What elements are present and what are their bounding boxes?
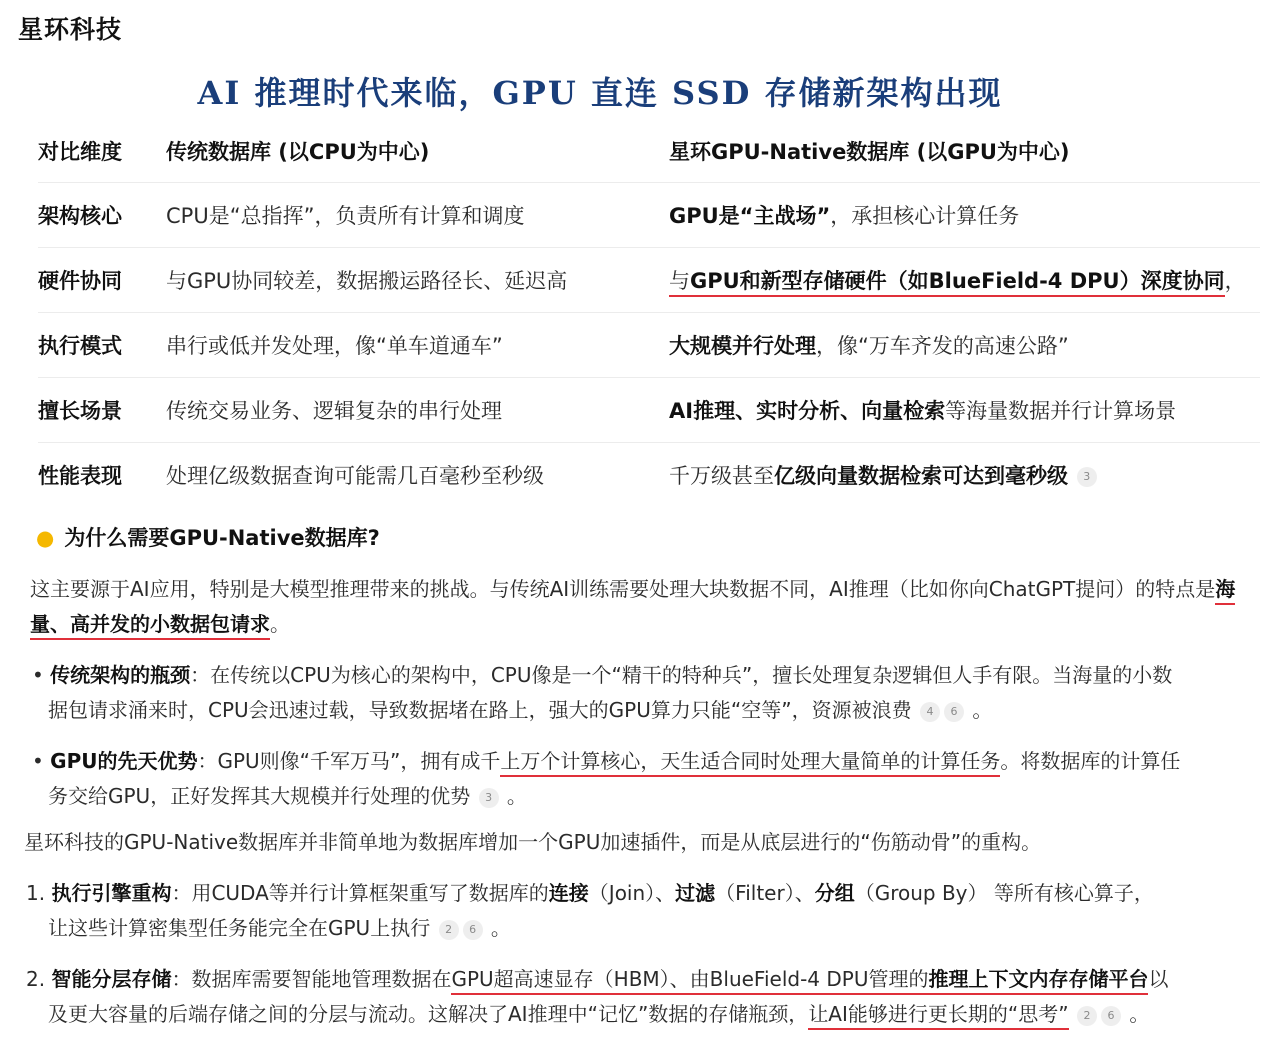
citation-badge[interactable]: 2 bbox=[1077, 1006, 1097, 1026]
list-item: 2. 智能分层存储：数据库需要智能地管理数据在GPU超高速显存（HBM）、由BlueField-4 DPU管理的推理上下文内存存储平台以 及更大容量的后端存储之间的分层与流动。这解决了AI推理中“记忆”数据的存储瓶颈，让AI能够进行更长期的“思考” 2 6 。 bbox=[26, 962, 1260, 1032]
row-gpu-native: 大规模并行处理，像“万车齐发的高速公路” bbox=[669, 313, 1260, 378]
citation-badge[interactable]: 6 bbox=[944, 702, 964, 722]
list-item: • GPU的先天优势：GPU则像“千军万马”，拥有成千上万个计算核心，天生适合同时处理大量简单的计算任务。将数据库的计算任 务交给GPU，正好发挥其大规模并行处理的优势 3 。 bbox=[32, 749, 1181, 808]
brand-title: 星环科技 bbox=[18, 15, 123, 44]
citation-badge[interactable]: 3 bbox=[1077, 467, 1097, 487]
row-dimension: 性能表现 bbox=[38, 464, 122, 488]
citation-badge[interactable]: 6 bbox=[463, 920, 483, 940]
why-heading: ● 为什么需要GPU-Native数据库? bbox=[36, 526, 380, 550]
citation-badge[interactable]: 2 bbox=[439, 920, 459, 940]
table-row bbox=[38, 443, 1260, 508]
intro-paragraph: 这主要源于AI应用，特别是大模型推理带来的挑战。与传统AI训练需要处理大块数据不同，AI推理（比如你向ChatGPT提问）的特点是海量、高并发的小数据包请求。 bbox=[30, 572, 1260, 642]
row-dimension: 擅长场景 bbox=[38, 378, 166, 443]
summary-paragraph: 星环科技的GPU-Native数据库并非简单地为数据库增加一个GPU加速插件，而是从底层进行的“伤筋动骨”的重构。 bbox=[24, 830, 1042, 854]
lightbulb-icon: ● bbox=[36, 526, 55, 550]
row-gpu-native: AI推理、实时分析、向量检索等海量数据并行计算场景 bbox=[669, 378, 1260, 443]
row-traditional: 串行或低并发处理，像“单车道通车” bbox=[166, 313, 669, 378]
row-traditional: 与GPU协同较差，数据搬运路径长、延迟高 bbox=[166, 248, 669, 313]
row-dimension: 架构核心 bbox=[38, 183, 166, 248]
comparison-table bbox=[38, 128, 1260, 507]
table-row bbox=[38, 378, 1260, 443]
citation-badge[interactable]: 3 bbox=[479, 788, 499, 808]
citation-badge[interactable]: 6 bbox=[1101, 1006, 1121, 1026]
row-gpu-native: GPU是“主战场”，承担核心计算任务 bbox=[669, 183, 1260, 248]
header-traditional: 传统数据库 (以CPU为中心) bbox=[166, 128, 669, 183]
list-item: • 传统架构的瓶颈：在传统以CPU为核心的架构中，CPU像是一个“精干的特种兵”，擅长处理复杂逻辑但人手有限。当海量的小数 据包请求涌来时，CPU会迅速过载，导致数据堵在路上，强大的GPU算力只能“空等”，资源被浪费 4 6 。 bbox=[32, 663, 1173, 722]
table-row bbox=[38, 248, 1260, 313]
table-row bbox=[38, 313, 1260, 378]
list-item: 1. 执行引擎重构：用CUDA等并行计算框架重写了数据库的连接（Join）、过滤（Filter）、分组（Group By） 等所有核心算子， 让这些计算密集型任务能完全在GPU上执行 2 6 。 bbox=[26, 881, 1154, 940]
header-gpu-native: 星环GPU-Native数据库 (以GPU为中心) bbox=[669, 128, 1260, 183]
row-traditional: 传统交易业务、逻辑复杂的串行处理 bbox=[166, 378, 669, 443]
table-header-row bbox=[38, 128, 1260, 183]
row-dimension: 执行模式 bbox=[38, 313, 166, 378]
table-row bbox=[38, 183, 1260, 248]
slide-title: AI 推理时代来临，GPU 直连 SSD 存储新架构出现 bbox=[197, 74, 1003, 112]
row-traditional: CPU是“总指挥”，负责所有计算和调度 bbox=[166, 183, 669, 248]
citation-badge[interactable]: 4 bbox=[920, 702, 940, 722]
row-traditional: 处理亿级数据查询可能需几百毫秒至秒级 bbox=[166, 464, 544, 488]
row-gpu-native: 与GPU和新型存储硬件（如BlueField-4 DPU）深度协同， bbox=[669, 248, 1260, 313]
row-dimension: 硬件协同 bbox=[38, 248, 166, 313]
header-dimension: 对比维度 bbox=[38, 128, 166, 183]
row-gpu-native: 千万级甚至亿级向量数据检索可达到毫秒级 3 bbox=[669, 443, 1260, 508]
